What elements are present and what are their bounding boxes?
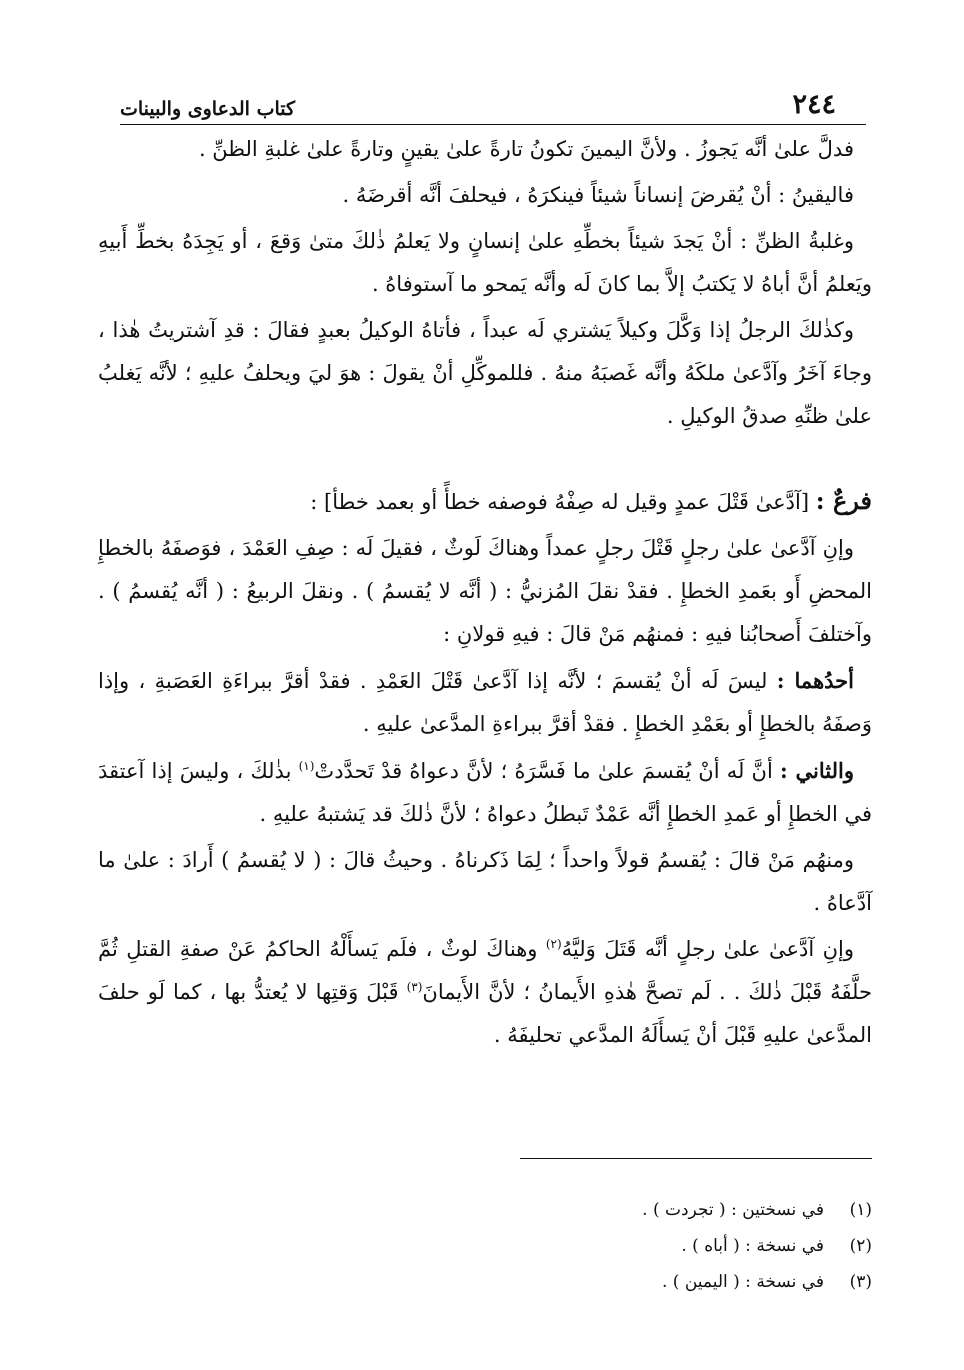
footnote-divider xyxy=(520,1158,872,1159)
footnote-number: (١) xyxy=(849,1200,872,1220)
paragraph: وكذٰلكَ الرجلُ إذا وَكَّلَ وكيلاً يَشتري لَه عبداً ، فأتاهُ الوكيلُ بعبدٍ فقالَ : قدِ آشتريتُ هٰذا ، وجاءَ آخَرُ وآدَّعىٰ ملكَهُ وأنَّه غَصبَهُ منهُ . فللموكِّلِ أنْ يقولَ : هوَ ليَ ويحلفُ عليهِ ؛ لأنَّه يَغلبُ علىٰ ظنِّهِ صدقُ الوكيلِ . xyxy=(98,318,872,428)
far-title: [آدَّعىٰ قَتْلَ عمدٍ وقيل له صِفْهُ فوصفه خطأً أو بعمد خطأ] : xyxy=(310,490,810,514)
paragraph: ومنهُم مَنْ قالَ : يُقسمُ قولاً واحداً ؛ لِمَا ذَكرناهُ . وحيثُ قالَ : ( لا يُقسمُ ) أَرادَ : علىٰ ما آدَّعاهُ . xyxy=(98,848,872,915)
running-title: كتاب الدعاوى والبينات xyxy=(120,98,296,120)
footnote-number: (٣) xyxy=(849,1272,872,1292)
paragraph: فدلَّ علىٰ أنَّه يَجوزُ . ولأنَّ اليمينَ تكونُ تارةً علىٰ يقينٍ وتارةً علىٰ غلبةِ الظنِّ . xyxy=(198,137,854,161)
main-text xyxy=(98,128,872,1060)
first-opinion-label: أحدُهما : xyxy=(776,668,854,693)
second-opinion-text-a: أنَّ لَه أنْ يُقسمَ علىٰ ما فَسَّرَهُ ؛ لأنَّ دعواهُ قدْ تَحدَّدتْ xyxy=(314,759,773,783)
footnote-text: في نسختين : ( تجردت ) . xyxy=(642,1200,824,1220)
footnote-text: في نسخة : ( اليمين ) . xyxy=(661,1272,824,1292)
footnotes xyxy=(300,1192,872,1300)
section-heading xyxy=(98,479,872,524)
paragraph-part: قَبْلَ وَقتِها لا يُعتدُّ بها ، كما لَو حلفَ المدَّعىٰ عليهِ قَبْلَ أنْ يَسأَلَهُ المدَّعي تحليفَهُ . xyxy=(98,980,872,1047)
footnote-ref: (٢) xyxy=(545,937,562,951)
section-gap xyxy=(98,441,872,479)
page-number: ٢٤٤ xyxy=(792,89,836,120)
paragraph xyxy=(98,749,872,836)
second-opinion-text-b: بذٰلكَ ، وليسَ إذا آعتقدَ في الخطإِ أو عَمدِ الخطإِ أنَّه عَمْدٌ تَبطلُ دعواهُ ؛ لأنَّ ذٰلكَ قد يَشتبهُ عليهِ . xyxy=(98,759,872,826)
footnote xyxy=(300,1264,872,1300)
paragraph-part: وهناكَ لوثٌ ، فلَم يَسأَلْهُ الحاكمُ عَنْ صفةِ القتلِ ثُمَّ حلَّفَهُ قَبْلَ ذٰلكَ . . لَم تصحَّ هٰذهِ الأَيمانُ ؛ لأنَّ الأَيمانَ xyxy=(98,937,872,1004)
first-opinion-text: ليسَ لَه أنْ يُقسمَ ؛ لأنَّه إذا آدَّعىٰ قَتْلَ العَمْدِ . فقدْ أقرَّ ببراءَةِ العَصَبةِ ، وإذا وَصفَهُ بالخطإِ أو بعَمْدِ الخطإِ . فقدْ أقرَّ ببراءةِ المدَّعىٰ عليهِ . xyxy=(98,669,872,736)
far-label: فرعٌ : xyxy=(815,486,872,515)
page-header xyxy=(120,84,866,125)
paragraph-part: وإنِ آدَّعىٰ علىٰ رجلٍ أنَّه قَتَلَ وَليَّهُ xyxy=(561,937,854,961)
paragraph: فاليقينُ : أنْ يُقرضَ إنساناً شيئاً فينكرَهُ ، فيحلفَ أنَّه أقرضَهُ . xyxy=(342,183,854,207)
footnote-number: (٢) xyxy=(849,1236,872,1256)
paragraph xyxy=(98,659,872,746)
footnote xyxy=(300,1192,872,1228)
footnote-ref: (١) xyxy=(298,759,315,773)
paragraph: وإنِ آدَّعىٰ علىٰ رجلٍ قَتْلَ رجلٍ عمداً وهناكَ لَوثٌ ، فقيلَ لَه : صِفِ العَمْدَ ، فوَصفَهُ بالخطإِ المحضِ أَو بعَمدِ الخطإِ . فقدْ نقلَ المُزنيُّ : ( أنَّه لا يُقسمُ ) . ونقلَ الربيعُ : ( أنَّه يُقسمُ ) . وآختلفَ أَصحابُنا فيهِ : فمنهُم مَنْ قالَ : فيهِ قولانِ : xyxy=(98,536,872,646)
paragraph: وغلبةُ الظنِّ : أنْ يَجدَ شيئاً بخطِّهِ علىٰ إنسانٍ ولا يَعلمُ ذٰلكَ متىٰ وَقعَ ، أو يَجِدَهُ بخطِّ أَبيهِ ويَعلمُ أنَّ أباهُ لا يَكتبُ إلاَّ بما كانَ لَه وأنَّه يَمحو ما آستوفاهُ . xyxy=(98,229,872,296)
second-opinion-label: والثاني : xyxy=(779,758,854,783)
paragraph xyxy=(98,928,872,1057)
footnote-ref: (٣) xyxy=(406,980,423,994)
footnote xyxy=(300,1228,872,1264)
footnote-text: في نسخة : ( أباه ) . xyxy=(681,1236,824,1256)
